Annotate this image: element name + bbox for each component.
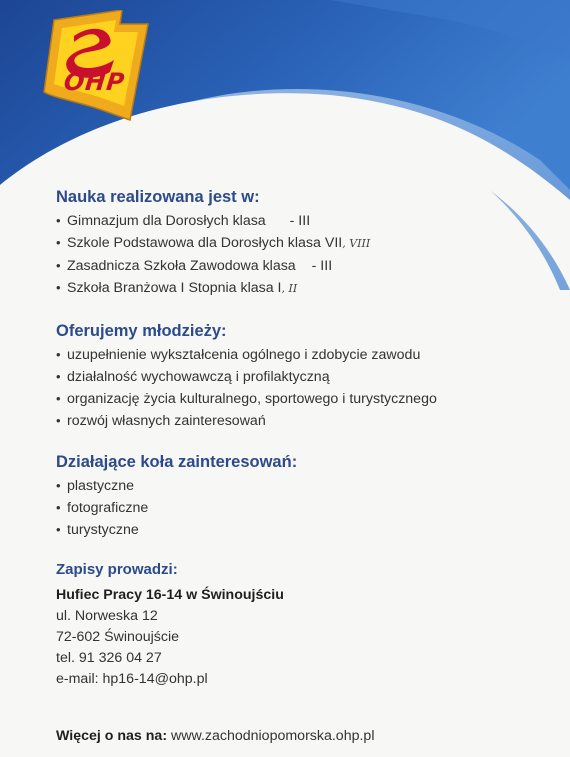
section-heading-education: Nauka realizowana jest w: xyxy=(56,188,260,206)
signup-heading: Zapisy prowadzi: xyxy=(56,561,178,578)
list-item: • Gimnazjum dla Dorosłych klasa - III xyxy=(56,210,546,232)
phone-number: tel. 91 326 04 27 xyxy=(56,650,162,666)
list-item: • Szkole Podstawowa dla Dorosłych klasa VII, VIII xyxy=(56,232,546,255)
email-address: e-mail: hp16-14@ohp.pl xyxy=(56,671,208,687)
address-city: 72-602 Świnoujście xyxy=(56,629,180,645)
list-item: • Szkoła Branżowa I Stopnia klasa I, II xyxy=(56,277,546,300)
ohp-logo xyxy=(40,10,160,125)
main-content xyxy=(56,188,546,690)
organization-name: Hufiec Pracy 16-14 w Świnoujściu xyxy=(56,587,284,603)
logo-text: OHP xyxy=(62,68,127,96)
footer xyxy=(56,728,374,744)
section-heading-offer: Oferujemy młodzieży: xyxy=(56,322,227,340)
list-item: • Zasadnicza Szkoła Zawodowa klasa - III xyxy=(56,255,546,277)
list-item: • uzupełnienie wykształcenia ogólnego i zdobycie zawodu xyxy=(56,344,546,366)
handwritten-note: , II xyxy=(281,282,298,295)
list-item: • plastyczne xyxy=(56,475,546,497)
list-item: • turystyczne xyxy=(56,519,546,541)
education-list xyxy=(56,210,546,300)
list-item: • organizację życia kulturalnego, sportowego i turystycznego xyxy=(56,388,546,410)
list-item: • fotograficzne xyxy=(56,497,546,519)
offer-list xyxy=(56,344,546,432)
footer-label: Więcej o nas na: xyxy=(56,728,168,744)
section-heading-clubs: Działające koła zainteresowań: xyxy=(56,453,298,471)
list-item: • działalność wychowawczą i profilaktyczną xyxy=(56,366,546,388)
handwritten-note: , VIII xyxy=(342,237,371,250)
clubs-list xyxy=(56,475,546,541)
website-link[interactable]: www.zachodniopomorska.ohp.pl xyxy=(171,728,375,744)
address-street: ul. Norweska 12 xyxy=(56,608,158,624)
list-item: • rozwój własnych zainteresowań xyxy=(56,410,546,432)
